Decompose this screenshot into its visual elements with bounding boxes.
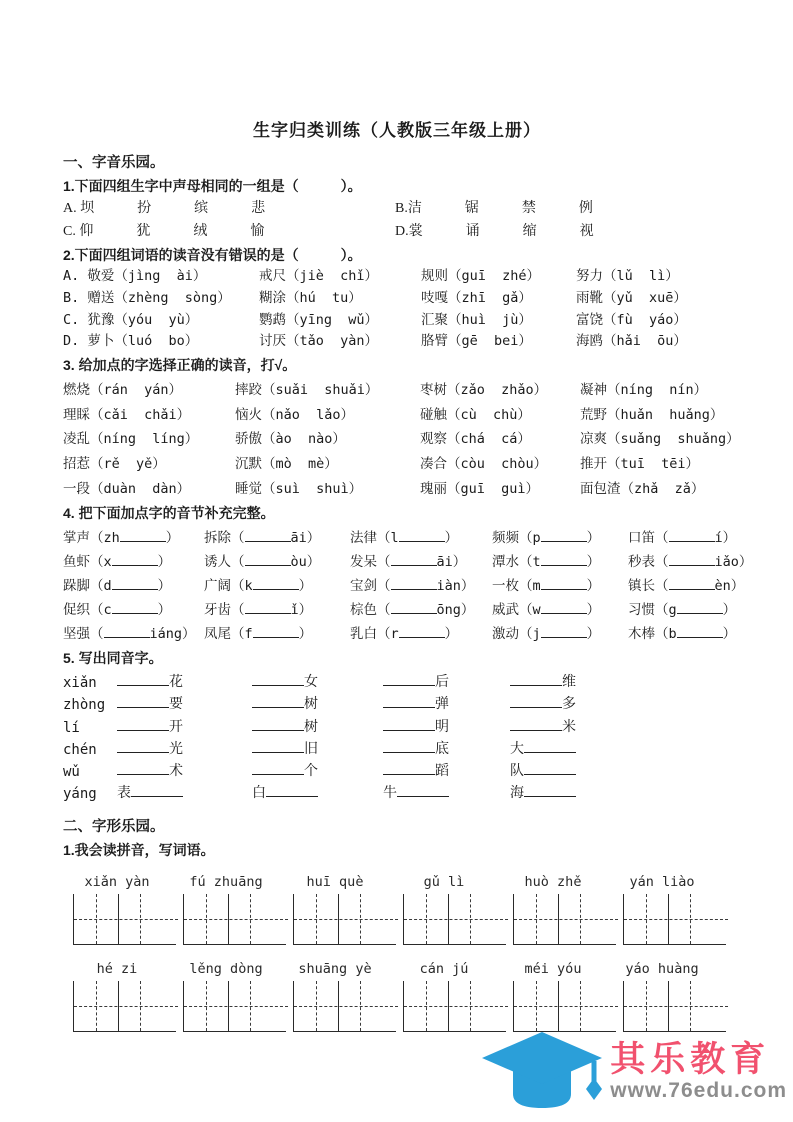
q5-heading: 5. 写出同音字。 — [63, 650, 163, 667]
q4-item: 拆除（ āi） — [204, 530, 321, 547]
answer-blank — [383, 774, 435, 775]
q5-cell: 弹 — [383, 694, 510, 716]
q4-item: 频频（p ） — [492, 530, 601, 547]
q3-cell: 凉爽（suǎng shuǎng） — [580, 431, 740, 448]
q5-cell: 个 — [252, 761, 383, 783]
q2-rows — [63, 266, 731, 353]
q2-cell: 努力（lǔ lì） — [576, 268, 679, 284]
answer-blank — [541, 613, 587, 614]
answer-blank — [252, 774, 304, 775]
q2-cell: 规则（guī zhé） — [421, 268, 541, 284]
q2-cell: 鹦鹉（yīng wǔ） — [259, 311, 379, 328]
pinyin-label-row-1 — [73, 874, 731, 890]
q4-item: 木棒（b ） — [628, 626, 737, 643]
q3-cell: 一段（duàn dàn） — [63, 480, 191, 497]
q4-item: 广阔（k ） — [204, 578, 313, 595]
answer-blank — [541, 589, 587, 590]
q5-cell: 后 — [383, 672, 510, 694]
q5-cell: 多 — [510, 694, 731, 716]
q5-cell: 白 — [252, 783, 383, 805]
q4-item: 潭水（t ） — [492, 554, 601, 571]
q2-heading: 2.下面四组词语的读音没有错误的是（ ）。 — [63, 247, 362, 263]
answer-blank — [245, 565, 291, 566]
answer-blank — [510, 707, 562, 708]
q4-item: 诱人（ òu） — [204, 554, 321, 571]
answer-blank — [510, 685, 562, 686]
q5-cell: 明 — [383, 717, 510, 739]
q5-cell: 大 — [510, 739, 731, 761]
q5-cell: 花 — [117, 672, 252, 694]
writing-grid-box — [403, 981, 492, 1031]
q5-cell: 术 — [117, 761, 252, 783]
q5-cell: 米 — [510, 717, 731, 739]
q1-option-d-label: D. — [395, 224, 409, 239]
q5-pinyin: yáng — [63, 786, 97, 803]
q4-item: 牙齿（ ǐ） — [204, 602, 313, 619]
pinyin-label: méi yóu — [524, 961, 582, 978]
answer-blank — [112, 613, 158, 614]
q4-item: 法律（l ） — [350, 530, 459, 547]
q4-item: 凤尾（f ） — [204, 626, 313, 643]
q2-cell: 糊涂（hú tu） — [259, 289, 362, 306]
answer-blank — [252, 730, 304, 731]
answer-blank — [120, 541, 166, 542]
q5-cell: 底 — [383, 739, 510, 761]
answer-blank — [399, 637, 445, 638]
answer-blank — [252, 752, 304, 753]
pinyin-label: cán jú — [419, 961, 469, 978]
q3-cell: 睡觉（suì shuì） — [235, 480, 363, 497]
q1-option-b — [395, 197, 731, 220]
q5-cell: 开 — [117, 717, 252, 739]
q5-cell: 队 — [510, 761, 731, 783]
answer-blank — [253, 637, 299, 638]
worksheet-content — [63, 0, 753, 1031]
publisher-url: www.76edu.com — [610, 1079, 787, 1102]
q3-heading: 3. 给加点的字选择正确的读音，打√。 — [63, 357, 297, 374]
q1-heading: 1.下面四组生字中声母相同的一组是（ ）。 — [63, 178, 362, 194]
q5-rows — [63, 672, 731, 805]
writing-grid-box — [623, 981, 712, 1031]
q1-option-c — [63, 220, 395, 243]
answer-blank — [117, 685, 169, 686]
answer-blank — [383, 685, 435, 686]
xing-sub-heading: 1.我会读拼音，写词语。 — [63, 842, 215, 859]
answer-blank — [541, 565, 587, 566]
writing-grid-box — [183, 894, 272, 944]
q4-item: 宝剑（ iàn） — [350, 578, 475, 595]
pinyin-label: shuāng yè — [298, 961, 372, 978]
q3-cell: 瑰丽（guī guì） — [420, 480, 540, 497]
pinyin-label: huò zhě — [524, 874, 582, 891]
writing-grid-box — [623, 894, 712, 944]
q3-cell: 枣树（zǎo zhǎo） — [420, 382, 548, 399]
q4-item: 跺脚（d ） — [63, 578, 172, 595]
q3-cell: 招惹（rě yě） — [63, 455, 166, 472]
q5-cell: 旧 — [252, 739, 383, 761]
q5-cell: 海 — [510, 783, 731, 805]
q5-cell: 表 — [117, 783, 252, 805]
q1-option-d-chars: 裳 诵 缩 视 — [408, 224, 599, 239]
q5-pinyin: zhòng — [63, 697, 106, 714]
answer-blank — [391, 613, 437, 614]
q2-cell: 汇聚（huì jù） — [421, 311, 532, 328]
publisher-logo — [478, 1028, 787, 1116]
answer-blank — [253, 589, 299, 590]
pinyin-label: xiǎn yàn — [84, 874, 150, 891]
q3-cell: 观察（chá cá） — [420, 431, 531, 448]
answer-blank — [117, 752, 169, 753]
q1-option-b-chars: 洁 锯 禁 例 — [407, 201, 598, 216]
q1-option-a — [63, 197, 395, 220]
answer-blank — [541, 541, 587, 542]
pinyin-label-row-2 — [73, 961, 731, 977]
q4-item: 发呆（ āi） — [350, 554, 467, 571]
q1-option-d — [395, 220, 731, 243]
writing-box-row-1 — [73, 894, 731, 944]
answer-blank — [510, 730, 562, 731]
q3-cell: 碰触（cù chù） — [420, 406, 531, 423]
publisher-name: 其乐教育 — [610, 1040, 771, 1079]
answer-blank — [524, 752, 576, 753]
pinyin-label: yán liào — [629, 874, 695, 891]
pinyin-label: gǔ lì — [423, 874, 465, 891]
q4-item: 威武（w ） — [492, 602, 601, 619]
q1-option-c-label: C. — [63, 224, 80, 239]
q5-cell: 要 — [117, 694, 252, 716]
q3-cell: 骄傲（ào nào） — [235, 431, 346, 448]
answer-blank — [383, 752, 435, 753]
q1-option-a-label: A. — [63, 201, 81, 216]
q2-cell: 讨厌（tǎo yàn） — [259, 333, 379, 350]
answer-blank — [524, 796, 576, 797]
q2-cell: 胳臂（gē bei） — [421, 333, 532, 350]
q2-cell: C. 犹豫（yóu yù） — [63, 311, 199, 328]
q4-item: 坚强（ iáng） — [63, 626, 196, 643]
q3-cell: 凑合（còu chòu） — [420, 455, 548, 472]
answer-blank — [117, 730, 169, 731]
section-xing-heading: 二、字形乐园。 — [63, 819, 165, 836]
q3-cell: 荒野（huǎn huǎng） — [580, 406, 724, 423]
pinyin-label: lěng dòng — [189, 961, 263, 978]
q2-cell: 雨靴（yǔ xuē） — [576, 289, 687, 306]
q5-pinyin: lí — [63, 719, 80, 736]
answer-blank — [104, 637, 150, 638]
page-title: 生字归类训练（人教版三年级上册） — [253, 121, 541, 140]
q3-cell: 凝神（níng nín） — [580, 382, 708, 399]
writing-grid-box — [513, 981, 602, 1031]
writing-box-row-2 — [73, 981, 731, 1031]
answer-blank — [383, 707, 435, 708]
q5-cell: 光 — [117, 739, 252, 761]
q3-cell: 面包渣（zhǎ zǎ） — [580, 480, 705, 497]
q4-item: 激动（j ） — [492, 626, 601, 643]
writing-grid-box — [73, 894, 162, 944]
q2-cell: B. 赠送（zhèng sòng） — [63, 289, 231, 306]
answer-blank — [399, 541, 445, 542]
answer-blank — [669, 589, 715, 590]
q4-item: 镇长（ èn） — [628, 578, 745, 595]
q4-item: 习惯（g ） — [628, 602, 737, 619]
q3-cell: 沉默（mò mè） — [235, 455, 338, 472]
q5-cell: 女 — [252, 672, 383, 694]
answer-blank — [245, 541, 291, 542]
pinyin-label: huī què — [306, 874, 364, 891]
writing-grid-box — [403, 894, 492, 944]
q5-cell: 树 — [252, 717, 383, 739]
publisher-logo-text — [610, 1041, 787, 1103]
q2-cell: 吱嘎（zhī gǎ） — [421, 289, 532, 306]
q5-pinyin: chén — [63, 741, 97, 758]
q4-heading: 4. 把下面加点字的音节补充完整。 — [63, 505, 275, 522]
q1-option-a-chars: 坝 扮 缤 悲 — [80, 201, 271, 216]
answer-blank — [112, 565, 158, 566]
answer-blank — [266, 796, 318, 797]
answer-blank — [117, 707, 169, 708]
answer-blank — [677, 637, 723, 638]
graduation-cap-icon — [478, 1028, 606, 1116]
answer-blank — [397, 796, 449, 797]
answer-blank — [524, 774, 576, 775]
pinyin-label: yáo huàng — [625, 961, 699, 978]
answer-blank — [391, 565, 437, 566]
answer-blank — [669, 565, 715, 566]
writing-grid-box — [293, 981, 382, 1031]
q5-cell: 树 — [252, 694, 383, 716]
section-yin-heading: 一、字音乐园。 — [63, 155, 165, 171]
writing-grid-box — [293, 894, 382, 944]
q4-item: 鱼虾（x ） — [63, 554, 172, 571]
answer-blank — [669, 541, 715, 542]
q3-cell: 燃烧（rán yán） — [63, 382, 183, 399]
writing-grid-box — [183, 981, 272, 1031]
q3-cell: 恼火（nǎo lǎo） — [235, 406, 355, 423]
q4-item: 一枚（m ） — [492, 578, 601, 595]
q2-cell: 戒尺（jiè chǐ） — [259, 268, 379, 284]
answer-blank — [541, 637, 587, 638]
q2-cell: D. 萝卜（luó bo） — [63, 333, 199, 350]
q4-item: 乳白（r ） — [350, 626, 459, 643]
q5-cell: 维 — [510, 672, 731, 694]
q3-rows — [63, 378, 740, 501]
q4-rows — [63, 526, 753, 646]
q1-option-c-chars: 仰 犹 绒 愉 — [79, 224, 270, 239]
writing-grid-box — [513, 894, 602, 944]
q4-item: 促织（c ） — [63, 602, 172, 619]
q3-cell: 推开（tuī tēi） — [580, 455, 700, 472]
answer-blank — [383, 730, 435, 731]
answer-blank — [245, 613, 291, 614]
q4-item: 口笛（ í） — [628, 530, 737, 547]
q4-item: 棕色（ ōng） — [350, 602, 475, 619]
answer-blank — [677, 613, 723, 614]
q3-cell: 凌乱（níng líng） — [63, 431, 199, 448]
writing-grid-box — [73, 981, 162, 1031]
answer-blank — [252, 685, 304, 686]
q5-pinyin: wǔ — [63, 763, 80, 780]
q2-cell: A. 敬爱（jìng ài） — [63, 268, 207, 284]
q3-cell: 摔跤（suǎi shuǎi） — [235, 382, 379, 399]
q3-cell: 理睬（cǎi chǎi） — [63, 406, 191, 423]
answer-blank — [252, 707, 304, 708]
q2-cell: 富饶（fù yáo） — [576, 311, 687, 328]
pinyin-label: hé zi — [96, 961, 138, 978]
answer-blank — [131, 796, 183, 797]
q1-options — [63, 197, 731, 243]
q1-option-b-label: B. — [395, 201, 408, 216]
answer-blank — [117, 774, 169, 775]
q4-item: 掌声（zh ） — [63, 530, 180, 547]
answer-blank — [391, 589, 437, 590]
pinyin-label: fú zhuāng — [189, 874, 263, 891]
q5-cell: 蹈 — [383, 761, 510, 783]
q2-cell: 海鸥（hǎi ōu） — [576, 333, 687, 350]
q5-cell: 牛 — [383, 783, 510, 805]
q5-pinyin: xiǎn — [63, 675, 97, 692]
q4-item: 秒表（ iǎo） — [628, 554, 753, 571]
answer-blank — [112, 589, 158, 590]
